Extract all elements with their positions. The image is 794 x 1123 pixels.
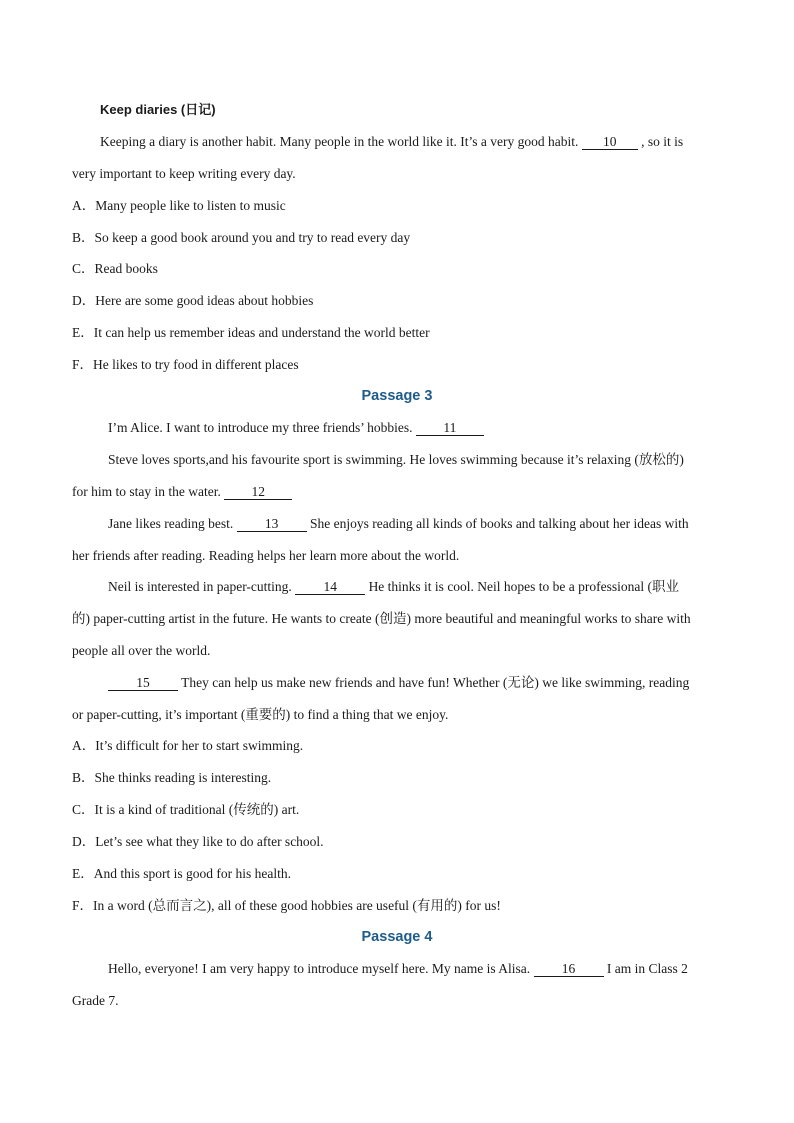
passage-3-title: Passage 3 — [361, 388, 433, 404]
option-item: D．Here are some good ideas about hobbies — [72, 293, 314, 308]
paragraph-line: very important to keep writing every day. — [72, 166, 296, 181]
paragraph-line: 的) paper-cutting artist in the future. He wants to create (创造) more beautiful and meaningful works to share with — [72, 611, 691, 626]
paragraph-text: Jane likes reading best. — [108, 516, 237, 531]
paragraph-line — [108, 419, 717, 437]
paragraph-text: Hello, everyone! I am very happy to introduce myself here. My name is Alisa. — [108, 961, 534, 976]
answer-blank-13: 13 — [237, 516, 307, 532]
answer-blank-12: 12 — [224, 484, 292, 500]
paragraph-text: for him to stay in the water. — [72, 484, 225, 499]
answer-blank-14: 14 — [295, 579, 365, 595]
paragraph-line — [108, 515, 717, 533]
paragraph-line — [108, 578, 717, 596]
paragraph-line — [100, 133, 717, 151]
option-item: F．He likes to try food in different places — [72, 357, 299, 372]
paragraph-line — [108, 674, 717, 692]
paragraph-line: Grade 7. — [72, 993, 119, 1008]
option-item: C．Read books — [72, 261, 158, 276]
paragraph-line: people all over the world. — [72, 643, 211, 658]
passage-4-title: Passage 4 — [361, 929, 433, 945]
paragraph-text: I’m Alice. I want to introduce my three friends’ hobbies. — [108, 420, 416, 435]
answer-blank-10: 10 — [582, 134, 638, 150]
paragraph-text: I am in Class 2 — [606, 961, 688, 976]
section-heading: Keep diaries (日记) — [100, 102, 216, 117]
option-item: A．It’s difficult for her to start swimming. — [72, 738, 304, 753]
paragraph-line: Steve loves sports,and his favourite sport is swimming. He loves swimming because it’s relaxing (放松的) — [108, 452, 684, 467]
paragraph-line: her friends after reading. Reading helps her learn more about the world. — [72, 548, 460, 563]
option-item: E．And this sport is good for his health. — [72, 866, 291, 881]
paragraph-text: , so it is — [641, 134, 684, 149]
paragraph-line — [72, 483, 717, 501]
paragraph-text: They can help us make new friends and have fun! Whether (无论) we like swimming, reading — [181, 675, 690, 690]
option-item: F．In a word (总而言之), all of these good hobbies are useful (有用的) for us! — [72, 898, 501, 913]
option-item: E．It can help us remember ideas and understand the world better — [72, 325, 430, 340]
paragraph-line — [108, 960, 717, 978]
answer-blank-15: 15 — [108, 675, 178, 691]
paragraph-line: or paper-cutting, it’s important (重要的) to find a thing that we enjoy. — [72, 707, 449, 722]
option-item: B．So keep a good book around you and try to read every day — [72, 230, 411, 245]
paragraph-text: Neil is interested in paper-cutting. — [108, 579, 296, 594]
answer-blank-11: 11 — [416, 420, 484, 436]
paragraph-text: Keeping a diary is another habit. Many people in the world like it. It’s a very good habit. — [100, 134, 582, 149]
paragraph-text: She enjoys reading all kinds of books and talking about her ideas with — [309, 516, 689, 531]
option-item: B．She thinks reading is interesting. — [72, 770, 272, 785]
option-item: D．Let’s see what they like to do after school. — [72, 834, 324, 849]
option-item: C．It is a kind of traditional (传统的) art. — [72, 802, 300, 817]
answer-blank-16: 16 — [534, 961, 604, 977]
option-item: A．Many people like to listen to music — [72, 198, 286, 213]
paragraph-text: He thinks it is cool. Neil hopes to be a professional (职业 — [368, 579, 680, 594]
